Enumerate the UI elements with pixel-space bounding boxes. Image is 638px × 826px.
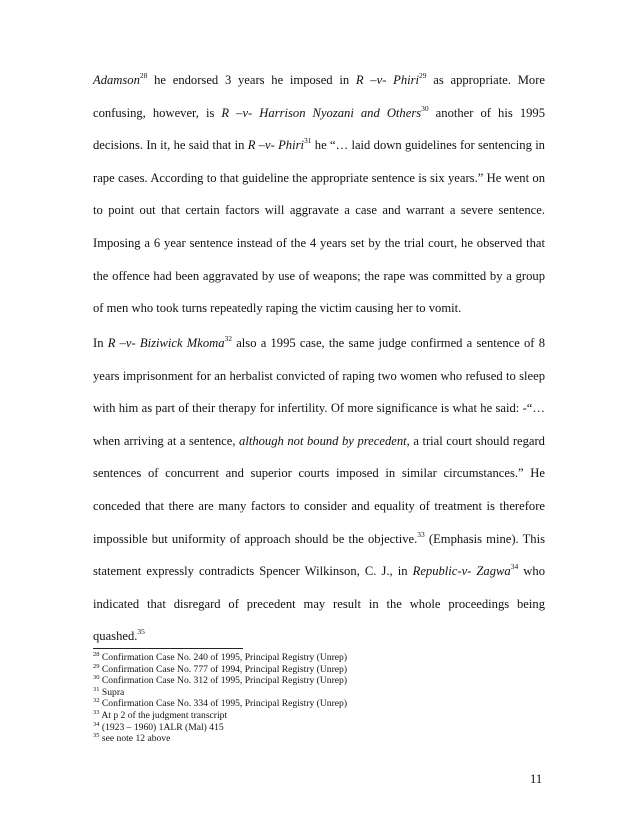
footnote-text: Supra [99, 686, 125, 698]
footnote [93, 687, 533, 699]
paragraph-1-line-2: confusing, however, is R –v- Harrison Nyozani and Others$^{30}$ another of his 1995 [93, 103, 546, 120]
footnote-number: 31 [93, 685, 100, 693]
footnote-text: see note 12 above [99, 733, 171, 745]
footnote-number: 29 [93, 662, 100, 670]
case-name: Republic-v- Zagwa [412, 564, 511, 579]
footnote-number: 28 [93, 651, 100, 658]
emphasis-text: although not bound by precedent [239, 433, 407, 448]
footnote-ref-34: 34 [510, 562, 519, 572]
paragraph-2-line-8: statement expressly contradicts Spencer Wilkinson, C. J., in Republic-v- Zagwa$^{34}$ who [93, 562, 545, 579]
footnote-ref-35: 35 [137, 627, 145, 637]
case-name: R –v- Phiri [247, 138, 304, 153]
paragraph-2-line-2: years imprisonment for an herbalist convicted of raping two women who refused to sleep [93, 368, 545, 383]
paragraph-2-line-9: indicated that disregard of precedent may result in the whole proceedings being [93, 596, 545, 611]
footnote-text: Confirmation Case No. 312 of 1995, Principal Registry (Unrep) [99, 675, 348, 687]
footnote-text: At p 2 of the judgment transcript [99, 709, 228, 721]
case-name: R –v- Biziwick Mkoma [107, 336, 225, 350]
case-name: R –v- Harrison Nyozani and Others [221, 105, 422, 120]
paragraph-2-line-3: with him as part of their therapy for infertility. Of more significance is what he said: -“… [93, 401, 545, 416]
paragraph-2 [93, 327, 545, 653]
footnote [93, 698, 533, 710]
footnote-text: Confirmation Case No. 334 of 1995, Principal Registry (Unrep) [99, 698, 348, 710]
footnote-number: 30 [93, 674, 100, 682]
paragraph-2-line-5: sentences of concurrent and superior courts imposed in similar circumstances.” He [93, 466, 545, 481]
footnote [93, 733, 533, 745]
footnotes [93, 652, 533, 745]
footnote-text: Confirmation Case No. 240 of 1995, Principal Registry (Unrep) [99, 652, 348, 663]
paragraph-1-line-3: decisions. In it, he said that in R –v- Phiri$^{31}$ he “… laid down guidelines for sentencing in [93, 136, 545, 153]
footnote-ref-32: 32 [224, 334, 233, 343]
footnote-ref-31: 31 [303, 136, 312, 146]
footnote-number: 32 [93, 697, 100, 705]
footnote-ref-30: 30 [421, 103, 429, 113]
paragraph-1 [93, 64, 545, 325]
paragraph-1-line-5: to point out that certain factors will aggravate a case and warrant a severe sentence. [93, 203, 545, 218]
case-name: R –v- Phiri [355, 73, 420, 87]
footnote-number: 33 [93, 708, 100, 716]
footnote-text: (1923 – 1960) 1ALR (Mal) 415 [99, 721, 224, 733]
paragraph-1-line-1: Adamson$^{28}$ he endorsed 3 years he imposed in R –v- Phiri$^{29}$ as appropriate. More [93, 71, 545, 87]
paragraph-1-line-4: rape cases. According to that guideline the appropriate sentence is six years.” He went on [93, 170, 545, 185]
paragraph-2-line-6: conceded that there are many factors to consider and equality of treatment is therefore [93, 498, 545, 513]
footnote-text: Confirmation Case No. 777 of 1994, Principal Registry (Unrep) [99, 663, 348, 675]
footnote-ref-33: 33 [417, 529, 425, 539]
footnote [93, 664, 533, 676]
paragraph-2-line-10: quashed.$^{35}$ [93, 627, 145, 644]
footnote-number: 34 [93, 720, 100, 728]
footnote-ref-29: 29 [419, 71, 427, 80]
footnote [93, 652, 533, 664]
paragraph-1-line-8: of men who took turns repeatedly raping the victim causing her to vomit. [93, 301, 462, 316]
paragraph-1-line-6: Imposing a 6 year sentence instead of the 4 years set by the trial court, he observed that [93, 235, 545, 250]
footnote [93, 675, 533, 687]
paragraph-2-line-7: impossible but uniformity of approach should be the objective.$^{33}$ (Emphasis mine). This [93, 529, 545, 546]
paragraph-1-line-7: the offence had been aggravated by use of weapons; the rape was committed by a group [93, 268, 545, 283]
footnote-number: 35 [93, 732, 100, 740]
footnote [93, 710, 533, 722]
paragraph-2-line-1: In R –v- Biziwick Mkoma$^{32}$ also a 1995 case, the same judge confirmed a sentence of 8 [93, 334, 546, 350]
footnote-separator [93, 648, 243, 649]
page-number: 11 [530, 772, 543, 786]
footnote-ref-28: 28 [139, 71, 148, 80]
paragraph-2-line-4: when arriving at a sentence, although not bound by precedent, a trial court should regard [93, 433, 545, 448]
footnote [93, 722, 533, 734]
